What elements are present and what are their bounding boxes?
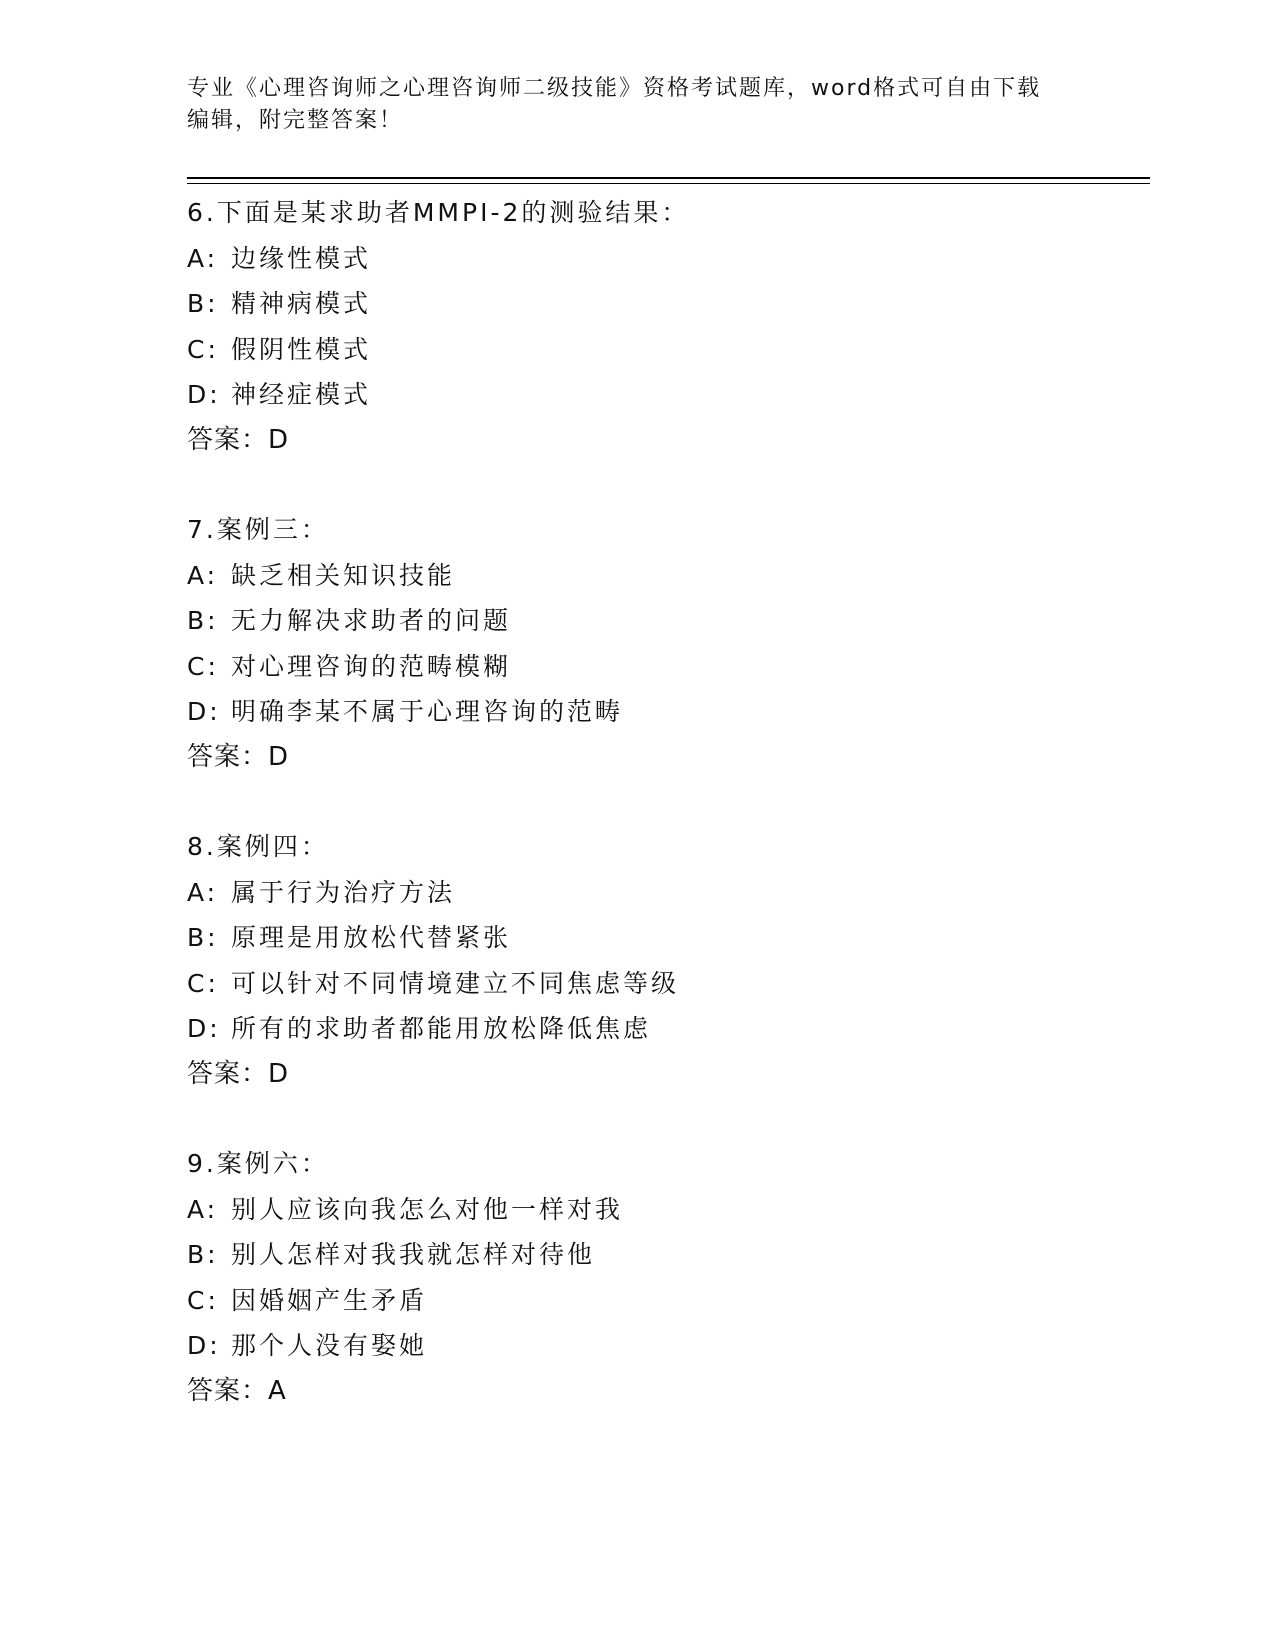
option-letter: A: bbox=[187, 560, 219, 590]
option-letter: D: bbox=[187, 697, 221, 726]
option-letter: B: bbox=[187, 923, 219, 952]
option-d bbox=[187, 689, 1147, 735]
question-block bbox=[187, 824, 1147, 1097]
option-text: 明确李某不属于心理咨询的范畴 bbox=[231, 697, 624, 726]
question-stem: 7.案例三： bbox=[187, 515, 329, 544]
option-text: 因婚姻产生矛盾 bbox=[231, 1285, 428, 1315]
option-b bbox=[187, 915, 1147, 961]
option-b bbox=[187, 281, 1147, 327]
answer-line: 答案：D bbox=[187, 424, 290, 455]
question-stem: 6.下面是某求助者MMPI-2的测验结果： bbox=[187, 198, 690, 227]
option-text: 缺乏相关知识技能 bbox=[231, 560, 456, 590]
question-list bbox=[187, 190, 1147, 1458]
option-a bbox=[187, 870, 1147, 916]
option-c bbox=[187, 1278, 1147, 1324]
option-letter: C: bbox=[187, 968, 219, 998]
option-text: 别人怎样对我我就怎样对待他 bbox=[231, 1240, 596, 1269]
option-text: 无力解决求助者的问题 bbox=[231, 606, 512, 635]
option-letter: A: bbox=[187, 243, 219, 273]
option-letter: D: bbox=[187, 380, 221, 409]
option-c bbox=[187, 644, 1147, 690]
option-text: 精神病模式 bbox=[231, 289, 372, 318]
option-a bbox=[187, 553, 1147, 599]
option-text: 别人应该向我怎么对他一样对我 bbox=[231, 1194, 624, 1224]
option-letter: D: bbox=[187, 1014, 221, 1043]
option-d bbox=[187, 1006, 1147, 1052]
option-text: 对心理咨询的范畴模糊 bbox=[231, 651, 512, 681]
option-c bbox=[187, 327, 1147, 373]
header-line-2: 编辑，附完整答案！ bbox=[187, 108, 404, 133]
option-letter: A: bbox=[187, 1194, 219, 1224]
header-divider-thin bbox=[187, 183, 1150, 184]
option-letter: C: bbox=[187, 1285, 219, 1315]
option-text: 所有的求助者都能用放松降低焦虑 bbox=[231, 1014, 652, 1043]
option-b bbox=[187, 598, 1147, 644]
option-letter: C: bbox=[187, 651, 219, 681]
option-text: 假阴性模式 bbox=[231, 334, 372, 364]
option-c bbox=[187, 961, 1147, 1007]
option-letter: D: bbox=[187, 1331, 221, 1360]
option-a bbox=[187, 236, 1147, 282]
option-text: 那个人没有娶她 bbox=[231, 1331, 428, 1360]
header-divider-thick bbox=[187, 177, 1150, 179]
answer-line: 答案：D bbox=[187, 741, 290, 772]
option-text: 可以针对不同情境建立不同焦虑等级 bbox=[231, 968, 680, 998]
question-block bbox=[187, 190, 1147, 463]
option-letter: C: bbox=[187, 334, 219, 364]
option-letter: A: bbox=[187, 877, 219, 907]
option-text: 原理是用放松代替紧张 bbox=[231, 923, 512, 952]
question-stem: 9.案例六： bbox=[187, 1149, 329, 1178]
option-text: 神经症模式 bbox=[231, 380, 372, 409]
document-header bbox=[187, 73, 1087, 137]
answer-line: 答案：D bbox=[187, 1058, 290, 1089]
option-text: 边缘性模式 bbox=[231, 243, 372, 273]
question-block bbox=[187, 1141, 1147, 1414]
question-stem: 8.案例四： bbox=[187, 832, 329, 861]
option-letter: B: bbox=[187, 606, 219, 635]
option-letter: B: bbox=[187, 1240, 219, 1269]
option-a bbox=[187, 1187, 1147, 1233]
option-letter: B: bbox=[187, 289, 219, 318]
answer-line: 答案：A bbox=[187, 1375, 287, 1406]
header-line-1: 专业《心理咨询师之心理咨询师二级技能》资格考试题库，word格式可自由下载 bbox=[187, 76, 1042, 101]
option-d bbox=[187, 372, 1147, 418]
option-b bbox=[187, 1232, 1147, 1278]
option-d bbox=[187, 1323, 1147, 1369]
option-text: 属于行为治疗方法 bbox=[231, 877, 456, 907]
question-block bbox=[187, 507, 1147, 780]
